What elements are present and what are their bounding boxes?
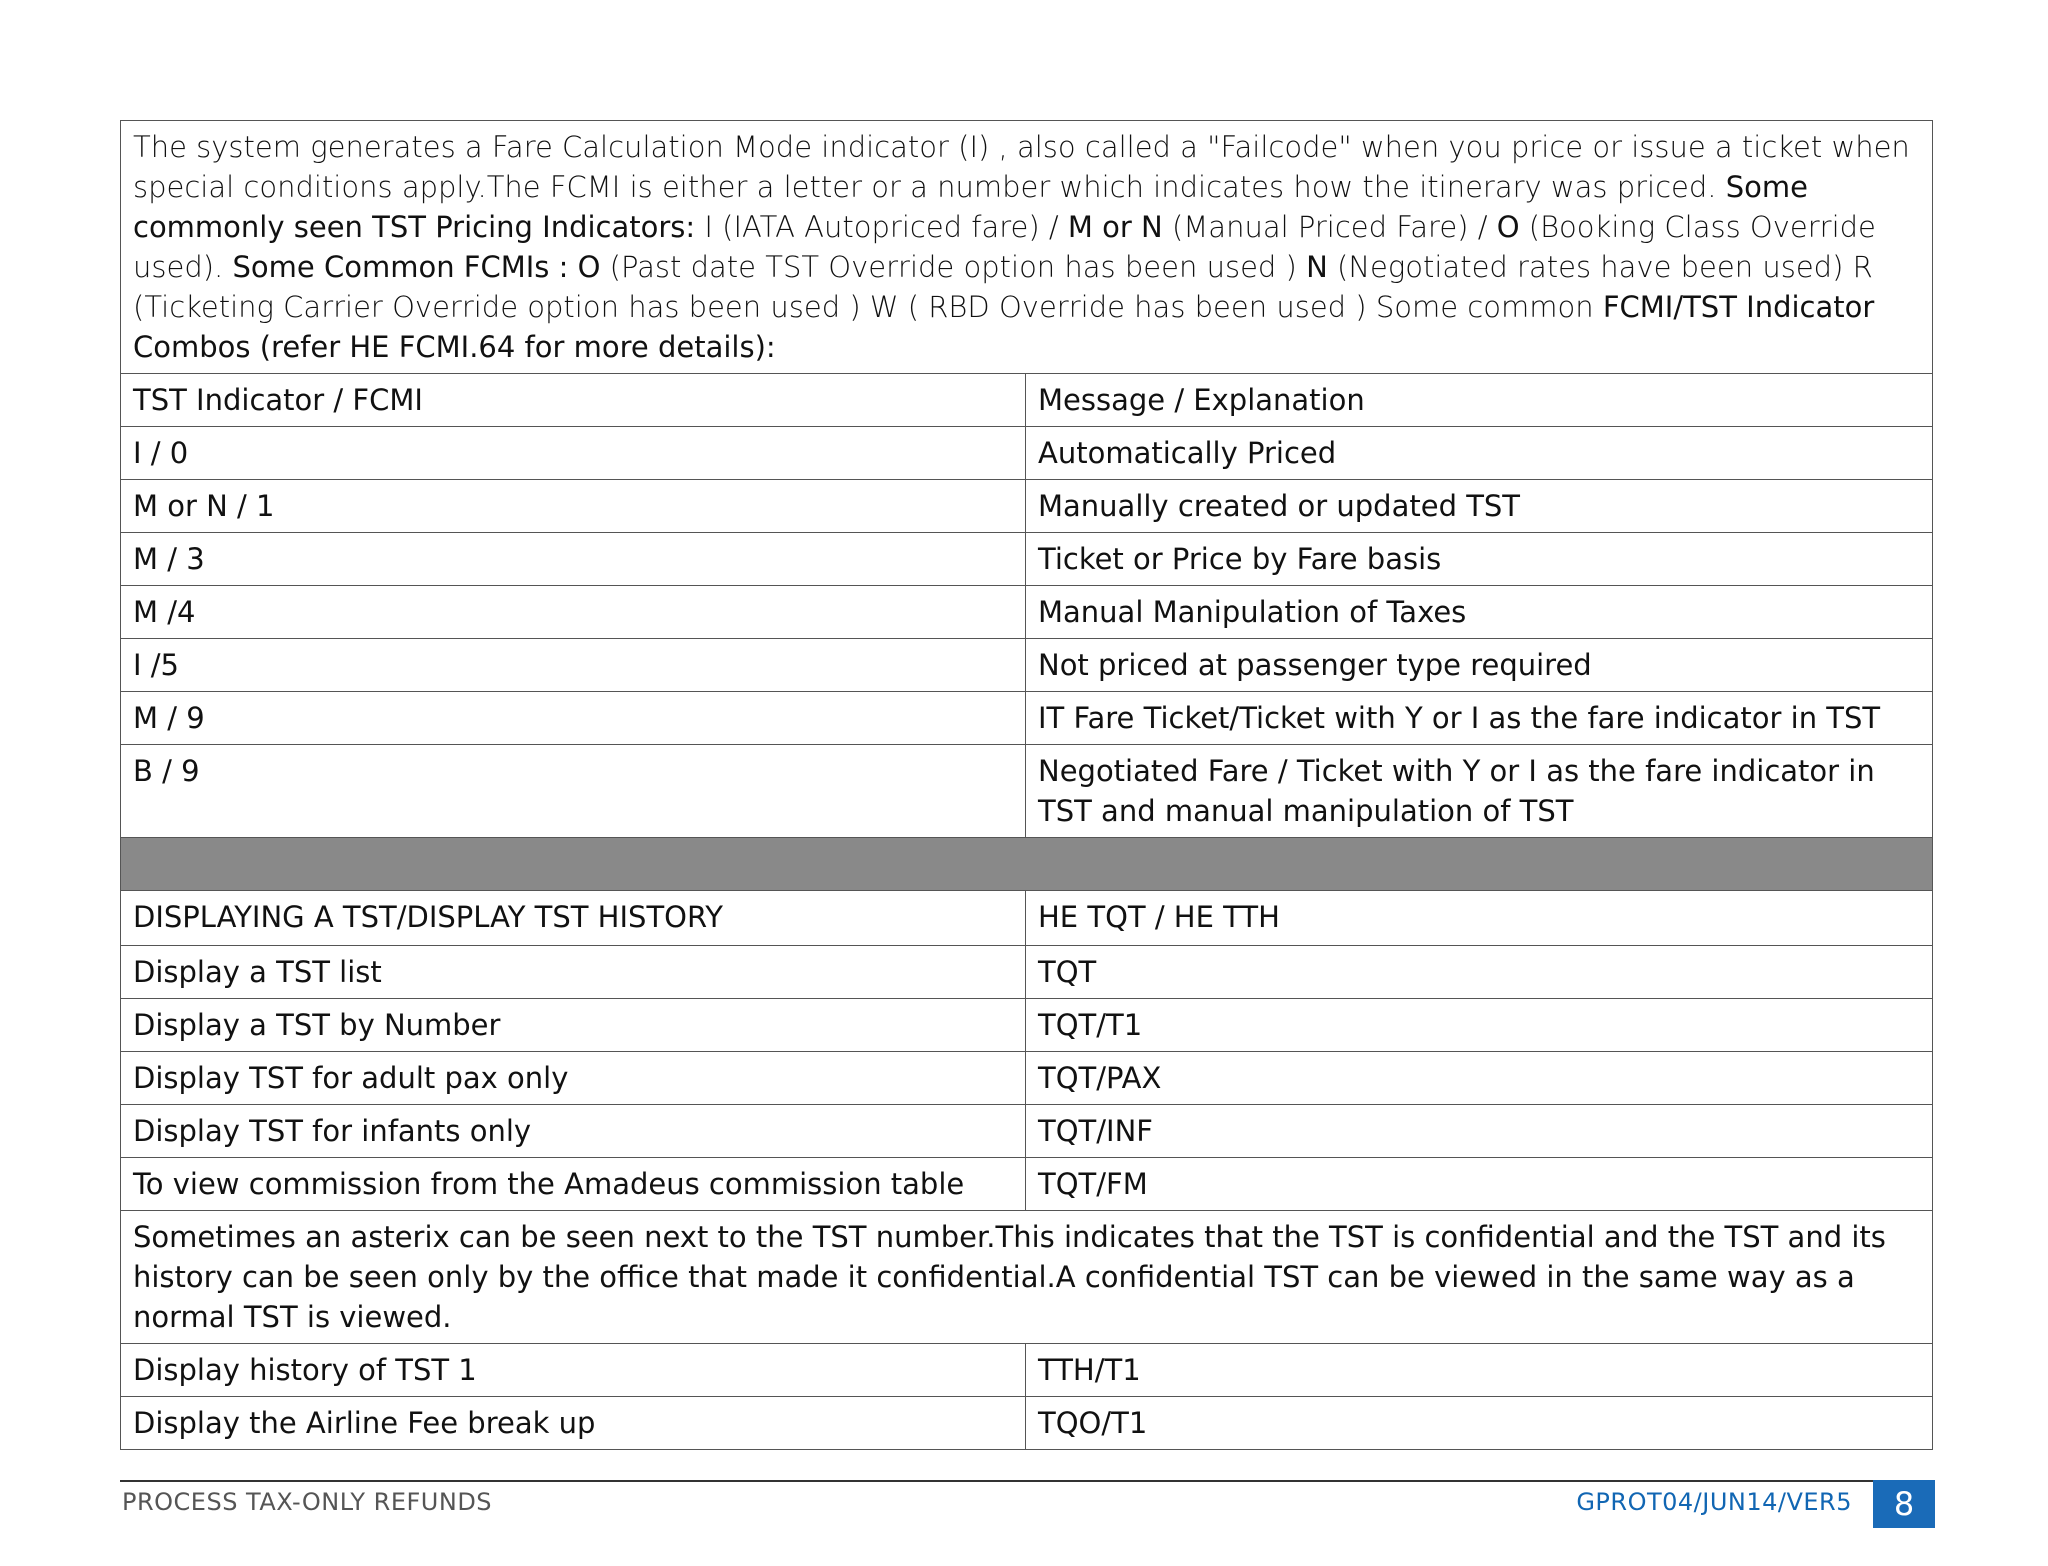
fcmi-message-cell: Manually created or updated TST [1026, 480, 1933, 533]
section-heading: DISPLAYING A TST/DISPLAY TST HISTORY [121, 891, 1026, 946]
intro-text-8: Some Common FCMIs : O [232, 250, 601, 284]
table-row [121, 1105, 1933, 1158]
fcmi-message-cell: Ticket or Price by Fare basis [1026, 533, 1933, 586]
command-entry-cell: TQT/INF [1026, 1105, 1933, 1158]
command-entry-cell: TTH/T1 [1026, 1344, 1933, 1397]
command-description-cell: To view commission from the Amadeus commission table [121, 1158, 1026, 1211]
page-number-badge: 8 [1873, 1480, 1935, 1528]
intro-text-9: (Past date TST Override option has been used ) [600, 250, 1307, 284]
command-entry-cell: TQT/PAX [1026, 1052, 1933, 1105]
fcmi-message-cell: Automatically Priced [1026, 427, 1933, 480]
intro-text-7: (Booking Class Override used). [133, 210, 1876, 284]
fcmi-indicator-cell: M /4 [121, 586, 1026, 639]
fcmi-indicator-cell: I / 0 [121, 427, 1026, 480]
section-help-reference: HE TQT / HE TTH [1026, 891, 1933, 946]
grey-divider-band [121, 838, 1933, 891]
table-row [121, 999, 1933, 1052]
command-description-cell: Display a TST list [121, 946, 1026, 999]
command-entry-cell: TQT/FM [1026, 1158, 1933, 1211]
note-row [121, 1211, 1933, 1344]
intro-text-10: N [1306, 250, 1328, 284]
fcmi-header-row [121, 374, 1933, 427]
intro-text-3: I (IATA Autopriced fare) / [695, 210, 1068, 244]
table-row [121, 639, 1933, 692]
section-divider [121, 838, 1933, 891]
fcmi-indicator-cell: I /5 [121, 639, 1026, 692]
footer-divider [120, 1480, 1932, 1482]
table-row [121, 1397, 1933, 1450]
table-row [121, 946, 1933, 999]
intro-text-11: (Negotiated rates have been used) R (Ticketing Carrier Override option has been used ) W ( RBD Override has been used ) Some common [133, 250, 1873, 324]
table-row [121, 480, 1933, 533]
footer-document-code: GPROT04/JUN14/VER5 [1576, 1488, 1852, 1516]
table-row [121, 533, 1933, 586]
intro-text-5: (Manual Priced Fare) / [1162, 210, 1497, 244]
table-row [121, 745, 1933, 838]
fcmi-indicator-cell: M / 3 [121, 533, 1026, 586]
intro-text-4: M or N [1067, 210, 1163, 244]
intro-row [121, 121, 1933, 374]
confidential-tst-note: Sometimes an asterix can be seen next to the TST number.This indicates that the TST is confidential and the TST and its history can be seen only by the office that made it confidential.A confidential TST can be viewed in the same way as a normal TST is viewed. [121, 1211, 1933, 1344]
intro-text-12: FCMI/TST Indicator Combos (refer HE FCMI.64 for more details): [133, 290, 1875, 364]
fcmi-message-cell: Negotiated Fare / Ticket with Y or I as the fare indicator in TST and manual manipulation of TST [1026, 745, 1933, 838]
intro-text-2: Some commonly seen TST Pricing Indicators: [133, 170, 1808, 244]
command-description-cell: Display the Airline Fee break up [121, 1397, 1026, 1450]
section-heading-row [121, 891, 1933, 946]
fcmi-message-cell: IT Fare Ticket/Ticket with Y or I as the fare indicator in TST [1026, 692, 1933, 745]
intro-text-6: O [1496, 210, 1520, 244]
command-description-cell: Display TST for adult pax only [121, 1052, 1026, 1105]
fcmi-reference-table [120, 120, 1933, 1450]
command-description-cell: Display a TST by Number [121, 999, 1026, 1052]
fcmi-message-cell: Not priced at passenger type required [1026, 639, 1933, 692]
column-header-message: Message / Explanation [1026, 374, 1933, 427]
fcmi-indicator-cell: B / 9 [121, 745, 1026, 838]
intro-paragraph [121, 121, 1933, 374]
table-row [121, 692, 1933, 745]
command-entry-cell: TQT [1026, 946, 1933, 999]
footer-document-title: PROCESS TAX-ONLY REFUNDS [122, 1488, 493, 1516]
fcmi-message-cell: Manual Manipulation of Taxes [1026, 586, 1933, 639]
command-entry-cell: TQO/T1 [1026, 1397, 1933, 1450]
table-row [121, 427, 1933, 480]
table-row [121, 586, 1933, 639]
column-header-indicator: TST Indicator / FCMI [121, 374, 1026, 427]
command-entry-cell: TQT/T1 [1026, 999, 1933, 1052]
intro-text-1: The system generates a Fare Calculation Mode indicator (I) , also called a "Failcode" when you price or issue a ticket when special conditions apply.The FCMI is either a letter or a number which indicates how the itinerary was priced. [133, 130, 1910, 204]
table-row [121, 1344, 1933, 1397]
fcmi-indicator-cell: M / 9 [121, 692, 1026, 745]
fcmi-indicator-cell: M or N / 1 [121, 480, 1026, 533]
table-row [121, 1052, 1933, 1105]
table-row [121, 1158, 1933, 1211]
command-description-cell: Display TST for infants only [121, 1105, 1026, 1158]
command-description-cell: Display history of TST 1 [121, 1344, 1026, 1397]
